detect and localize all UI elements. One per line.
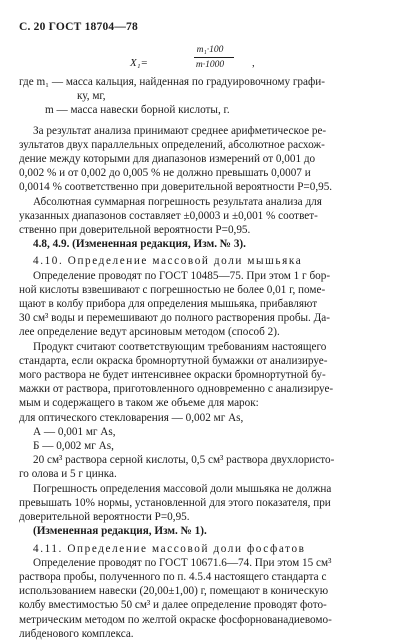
section-title-arsenic: 4.10. Определение массовой доли мышьяка <box>33 255 303 268</box>
text-line: Погрешность определения массовой доли мышьяка не должна <box>33 482 332 495</box>
text-line: мого раствора не будет интенсивнее окраски бромнортутной бу- <box>19 369 326 382</box>
text-line: 30 см³ воды и перемешивают до полного растворения пробы. Да- <box>19 312 330 325</box>
text-line: Б — 0,002 мг As, <box>33 440 114 453</box>
text-line: ку, мг, <box>77 90 106 103</box>
text-line: зультатов двух параллельных определений, абсолютное расхож- <box>19 138 325 151</box>
text-line: го олова и 5 г цинка. <box>19 468 117 481</box>
text-line: либденового комплекса. <box>19 627 134 640</box>
formula-lhs: X₁= <box>130 57 148 69</box>
text-line: мажки от раствора, приготовленного одновременно с анализируе- <box>19 383 334 396</box>
document-body <box>19 75 400 641</box>
text-line: указанных диапазонов составляет ±0,0003 и ±0,001 % соответ- <box>19 209 318 222</box>
text-line: где m₁ — масса кальция, найденная по градуировочному графи- <box>19 76 325 88</box>
amendment-note: (Измененная редакция, Изм. № 1). <box>33 525 207 538</box>
text-line: метрическим методом по желтой окраске фосфорнованадиевомо- <box>19 613 332 626</box>
amendment-note: 4.8, 4.9. (Измененная редакция, Изм. № 3). <box>33 238 246 251</box>
text-line: превышать 10% нормы, установленной для этого показателя, при <box>19 496 331 509</box>
text-line: Продукт считают соответствующим требованиям настоящего <box>33 340 327 353</box>
text-line: А — 0,001 мг As, <box>33 425 116 438</box>
text-line: Определение проводят по ГОСТ 10671.6—74. При этом 15 см³ <box>33 556 332 569</box>
text-line: 0,002 % и от 0,002 до 0,005 % не должно превышать 0,0007 и <box>19 167 311 180</box>
text-line: ственно при доверительной вероятности P=0,95. <box>19 224 251 237</box>
text-line: ной кислоты взвешивают с погрешностью не более 0,01 г, поме- <box>19 283 326 296</box>
text-line: использованием навески (20,00±1,00) г, помещают в коническую <box>19 585 329 598</box>
text-line: За результат анализа принимают среднее арифметическое ре- <box>33 124 327 137</box>
text-line: стандарта, если окраска бромнортутной бумажки от анализируе- <box>19 354 328 367</box>
text-line: щают в колбу прибора для определения мышьяка, прибавляют <box>19 298 318 311</box>
fraction-bar <box>194 57 234 58</box>
text-line: m — масса навески борной кислоты, г. <box>45 104 230 117</box>
text-line: Определение проводят по ГОСТ 10485—75. При этом 1 г бор- <box>33 269 331 282</box>
text-line: мым и содержащего в таком же объеме для марок: <box>19 397 259 410</box>
formula-numerator: m₁·100 <box>196 45 224 55</box>
formula-fraction <box>158 44 262 71</box>
formula-comma: , <box>252 57 255 69</box>
page-header: С. 20 ГОСТ 18704—78 <box>19 21 138 33</box>
formula-denominator: m·1000 <box>195 60 225 70</box>
text-line: 20 см³ раствора серной кислоты, 0,5 см³ раствора двухлористо- <box>33 454 335 467</box>
text-line: лее определение ведут арсиновым методом (способ 2). <box>19 326 280 339</box>
text-line: колбу вместимостью 50 см³ и далее определение проводят фото- <box>19 599 327 612</box>
text-line: раствора пробы, полученного по п. 4.5.4 настоящего стандарта с <box>19 570 327 583</box>
text-line: дение между которыми для диапазонов измерений от 0,001 до <box>19 153 316 166</box>
text-line: доверительной вероятности P=0,95. <box>19 511 190 524</box>
text-line: Абсолютная суммарная погрешность результата анализа для <box>33 195 322 208</box>
text-line: для оптического стекловарения — 0,002 мг As, <box>19 411 244 424</box>
section-title-phosphates: 4.11. Определение массовой доли фосфатов <box>33 542 306 555</box>
text-line: 0,0014 % соответственно при доверительной вероятности P=0,95. <box>19 181 333 194</box>
